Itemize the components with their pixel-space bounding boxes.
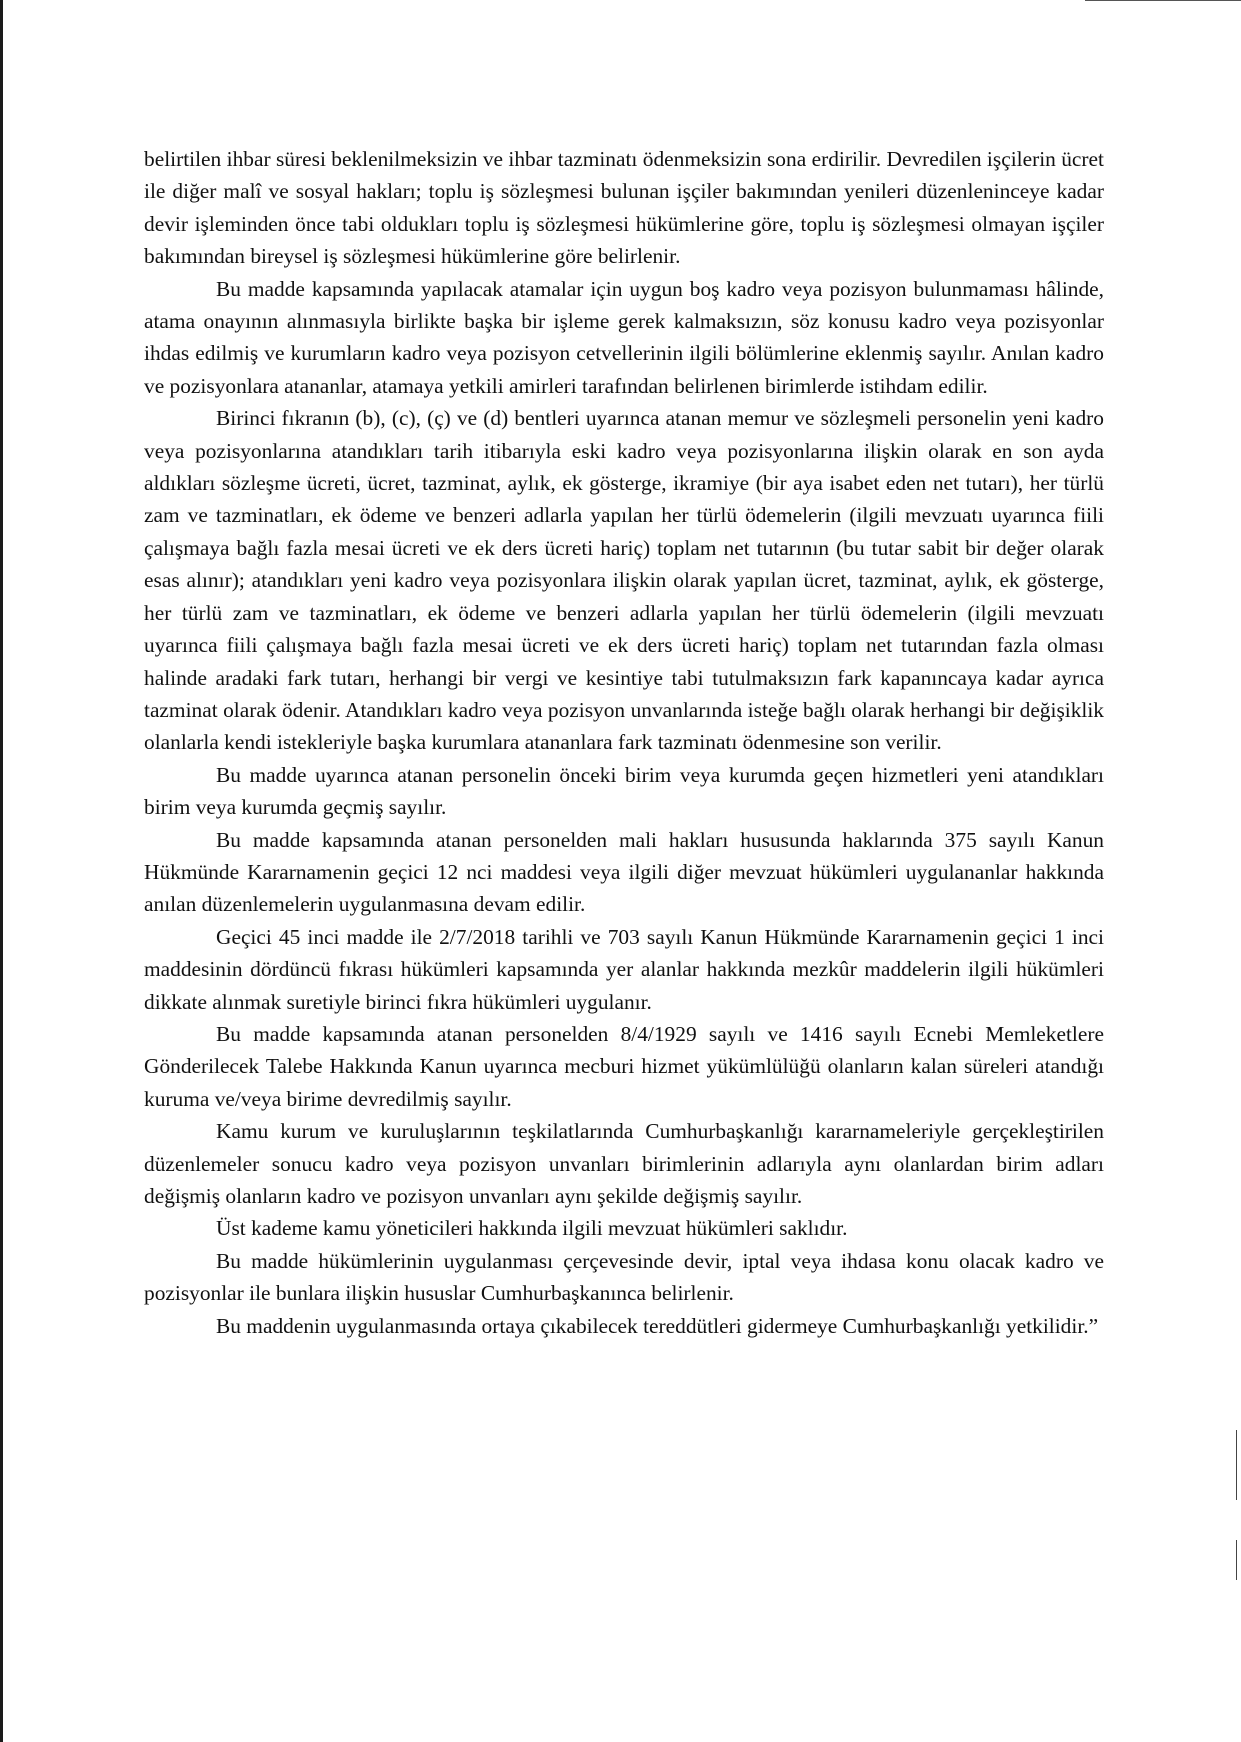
paragraph: belirtilen ihbar süresi beklenilmeksizin ve ihbar tazminatı ödenmeksizin sona erdirilir. Devredilen işçilerin ücret ile diğer malî ve sosyal hakları; toplu iş sözleşmesi bulunan işçiler bakımından yenileri düzenleninceye kadar devir işleminden önce tabi oldukları toplu iş sözleşmesi hükümlerine göre, toplu iş sözleşmesi olmayan işçiler bakımından bireysel iş sözleşmesi hükümlerine göre belirlenir.	[144, 147, 1104, 269]
paragraph: Kamu kurum ve kuruluşlarının teşkilatlarında Cumhurbaşkanlığı kararnameleriyle gerçekleştirilen düzenlemeler sonucu kadro veya pozisyon unvanları birimlerinin adlarıyla aynı olanlardan birim adları değişmiş olanların kadro ve pozisyon unvanları aynı şekilde değişmiş sayılır.	[144, 1119, 1104, 1208]
scan-right-tick	[1236, 1540, 1237, 1580]
paragraph: Geçici 45 inci madde ile 2/7/2018 tarihli ve 703 sayılı Kanun Hükmünde Kararnamenin geçici 1 inci maddesinin dördüncü fıkrası hükümleri kapsamında yer alanlar hakkında mezkûr maddelerin ilgili hükümleri dikkate alınmak suretiyle birinci fıkra hükümleri uygulanır.	[144, 924, 1104, 1014]
scan-top-rule	[1085, 0, 1241, 1]
paragraph: Bu madde kapsamında atanan personelden mali hakları hususunda haklarında 375 sayılı Kanun Hükmünde Kararnamenin geçici 12 nci maddesi veya ilgili diğer mevzuat hükümleri uygulananlar hakkında anılan düzenlemelerin uygulanmasına devam edilir.	[144, 827, 1104, 917]
paragraph: Bu madde hükümlerinin uygulanması çerçevesinde devir, iptal veya ihdasa konu olacak kadro ve pozisyonlar ile bunlara ilişkin hususlar Cumhurbaşkanınca belirlenir.	[144, 1248, 1104, 1306]
paragraph: Birinci fıkranın (b), (c), (ç) ve (d) bentleri uyarınca atanan memur ve sözleşmeli personelin yeni kadro veya pozisyonlarına atandıkları tarih itibarıyla eski kadro veya pozisyonlarına ilişkin olarak en son ayda aldıkları sözleşme ücreti, ücret, tazminat, aylık, ek gösterge, ikramiye (bir aya isabet eden net tutarı), her türlü zam ve tazminatları, ek ödeme ve benzeri adlarla yapılan her türlü ödemelerin (ilgili mevzuatı uyarınca fiili çalışmaya bağlı fazla mesai ücreti ve ek ders ücreti hariç) toplam net tutarının (bu tutar sabit bir değer olarak esas alınır); atandıkları yeni kadro veya pozisyonlara ilişkin olarak yapılan ücret, tazminat, aylık, ek gösterge, her türlü zam ve tazminatları, ek ödeme ve benzeri adlarla yapılan her türlü ödemelerin (ilgili mevzuatı uyarınca fiili çalışmaya bağlı fazla mesai ücreti ve ek ders ücreti hariç) toplam net tutarından fazla olması halinde aradaki fark tutarı, herhangi bir vergi ve kesintiye tabi tutulmaksızın fark kapanıncaya kadar ayrıca tazminat olarak ödenir. Atandıkları kadro veya pozisyon unvanlarında isteğe bağlı olarak herhangi bir değişiklik olanlarla kendi istekleriyle başka kurumlara atananlara fark tazminatı ödenmesine son verilir.	[144, 406, 1104, 755]
paragraph: Bu madde uyarınca atanan personelin önceki birim veya kurumda geçen hizmetleri yeni atandıkları birim veya kurumda geçmiş sayılır.	[144, 762, 1104, 820]
paragraph: Bu madde kapsamında yapılacak atamalar için uygun boş kadro veya pozisyon bulunmaması hâlinde, atama onayının alınmasıyla birlikte başka bir işleme gerek kalmaksızın, söz konusu kadro veya pozisyonlar ihdas edilmiş ve kurumların kadro veya pozisyon cetvellerinin ilgili bölümlerine eklenmiş sayılır. Anılan kadro ve pozisyonlara atananlar, atamaya yetkili amirleri tarafından belirlenen birimlerde istihdam edilir.	[144, 276, 1104, 398]
paragraph: Üst kademe kamu yöneticileri hakkında ilgili mevzuat hükümleri saklıdır.	[216, 1216, 848, 1241]
body-text	[144, 143, 1104, 1342]
paragraph: Bu madde kapsamında atanan personelden 8/4/1929 sayılı ve 1416 sayılı Ecnebi Memleketlere Gönderilecek Talebe Hakkında Kanun uyarınca mecburi hizmet yükümlülüğü olanların kalan süreleri atandığı kuruma ve/veya birime devredilmiş sayılır.	[144, 1021, 1104, 1111]
paragraph: Bu maddenin uygulanmasında ortaya çıkabilecek tereddütleri gidermeye Cumhurbaşkanlığı yetkilidir.”	[216, 1313, 1099, 1338]
scan-left-edge	[0, 0, 3, 1742]
scan-right-tick	[1236, 1430, 1237, 1500]
